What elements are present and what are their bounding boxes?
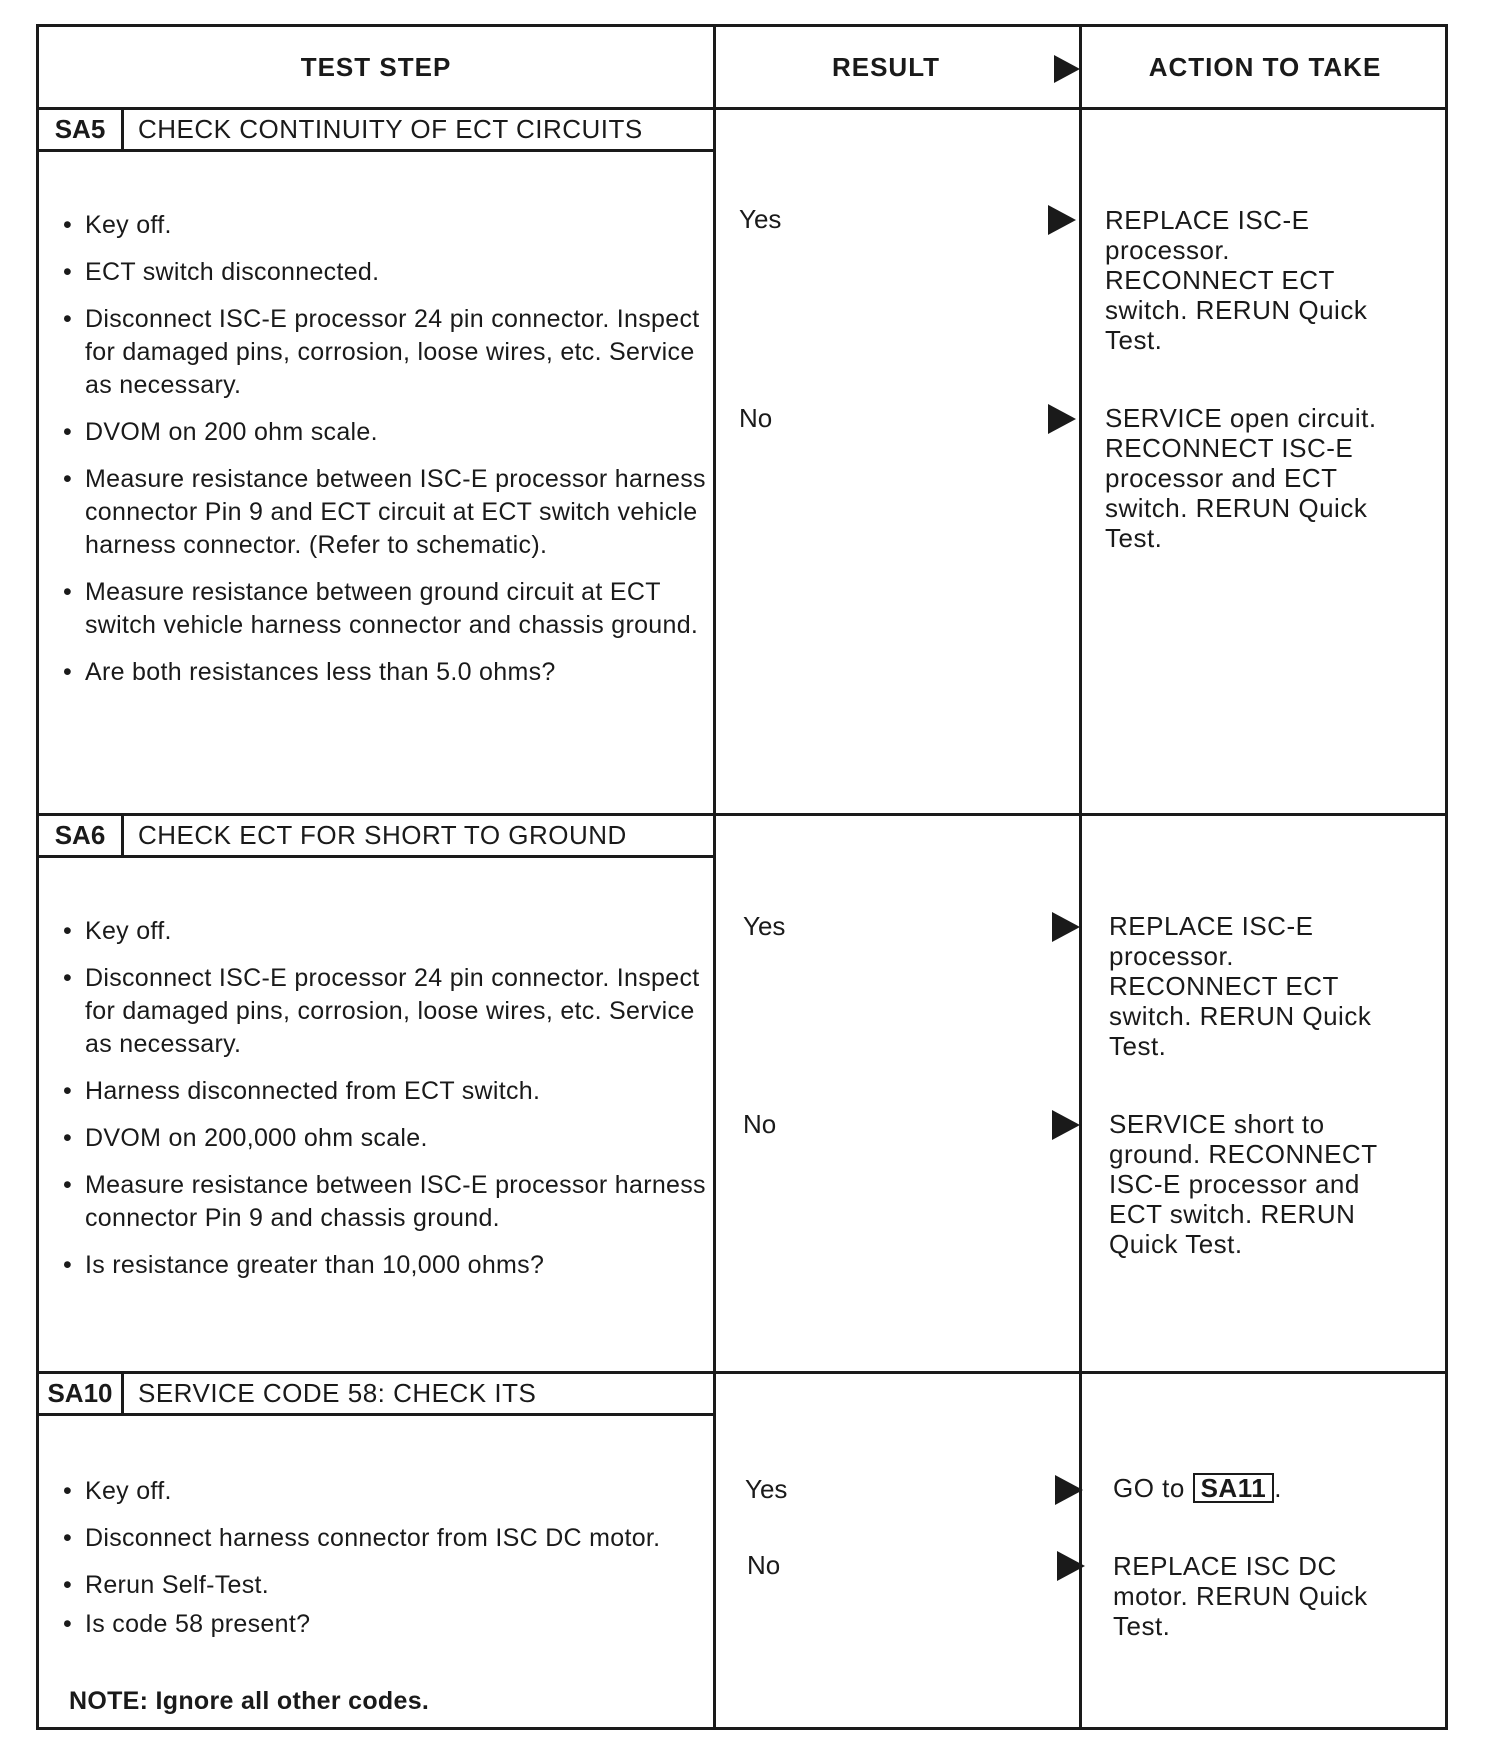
column-divider	[1079, 27, 1082, 1727]
step-list-sa6	[61, 915, 721, 1296]
step-item: • Are both resistances less than 5.0 ohms?	[61, 656, 721, 689]
step-item: • ECT switch disconnected.	[61, 256, 721, 289]
step-item: • Key off.	[61, 1475, 721, 1508]
action-text: REPLACE ISC-E processor. RECONNECT ECT switch. RERUN Quick Test.	[1105, 205, 1368, 355]
step-item: • Disconnect ISC-E processor 24 pin connector. Inspect for damaged pins, corrosion, loose wires, etc. Service as necessary.	[61, 303, 721, 402]
step-item: • Measure resistance between ground circuit at ECT switch vehicle harness connector and chassis ground.	[61, 576, 721, 642]
result-yes: Yes	[745, 1474, 788, 1504]
action-goto	[1113, 1473, 1403, 1503]
result-yes: Yes	[743, 911, 786, 941]
section-title-sa6	[39, 816, 713, 858]
step-item: • Measure resistance between ISC-E processor harness connector Pin 9 and chassis ground.	[61, 1169, 721, 1235]
diagnostic-table	[36, 24, 1448, 1730]
arrow-right-icon	[1048, 205, 1076, 235]
action-suffix: .	[1274, 1473, 1282, 1503]
arrow-right-icon	[1057, 1551, 1085, 1581]
arrow-right-icon	[1052, 912, 1080, 942]
step-item: • DVOM on 200 ohm scale.	[61, 416, 721, 449]
step-item: • Is code 58 present?	[61, 1608, 721, 1641]
step-item: • Disconnect harness connector from ISC DC motor.	[61, 1522, 721, 1555]
header-result: RESULT	[831, 51, 941, 82]
step-title: CHECK CONTINUITY OF ECT CIRCUITS	[138, 114, 643, 144]
action-prefix: GO to	[1113, 1473, 1185, 1503]
action-text: SERVICE open circuit. RECONNECT ISC-E processor and ECT switch. RERUN Quick Test.	[1105, 403, 1377, 553]
section-title-sa5	[39, 110, 713, 152]
step-item: • Rerun Self-Test.	[61, 1569, 721, 1602]
result-no: No	[747, 1550, 781, 1580]
result-no: No	[743, 1109, 777, 1139]
section-title-sa10	[39, 1374, 713, 1416]
step-list-sa10	[61, 1475, 721, 1645]
step-code: SA6	[39, 816, 124, 855]
action-text: SERVICE short to ground. RECONNECT ISC-E processor and ECT switch. RERUN Quick Test.	[1109, 1109, 1378, 1259]
arrow-right-icon	[1055, 1475, 1083, 1505]
result-no: No	[739, 403, 773, 433]
action-text: REPLACE ISC-E processor. RECONNECT ECT switch. RERUN Quick Test.	[1109, 911, 1372, 1061]
note-text: NOTE: Ignore all other codes.	[69, 1687, 430, 1715]
step-item: • Is resistance greater than 10,000 ohms?	[61, 1249, 721, 1282]
step-code: SA10	[39, 1374, 124, 1413]
step-reference-sa11[interactable]: SA11	[1193, 1473, 1275, 1503]
step-item: • Disconnect ISC-E processor 24 pin connector. Inspect for damaged pins, corrosion, loose wires, etc. Service as necessary.	[61, 962, 721, 1061]
step-code: SA5	[39, 110, 124, 149]
step-item: • Measure resistance between ISC-E processor harness connector Pin 9 and ECT circuit at ECT switch vehicle harness connector. (Refer to schematic).	[61, 463, 721, 562]
step-title: CHECK ECT FOR SHORT TO GROUND	[138, 820, 627, 850]
header-action: ACTION TO TAKE	[1148, 51, 1382, 82]
step-list-sa5	[61, 209, 721, 703]
step-item: • Key off.	[61, 209, 721, 242]
step-item: • Key off.	[61, 915, 721, 948]
step-item: • DVOM on 200,000 ohm scale.	[61, 1122, 721, 1155]
step-item: • Harness disconnected from ECT switch.	[61, 1075, 721, 1108]
arrow-right-icon	[1048, 404, 1076, 434]
header-test-step: TEST STEP	[300, 51, 452, 82]
result-yes: Yes	[739, 204, 782, 234]
action-text: REPLACE ISC DC motor. RERUN Quick Test.	[1113, 1551, 1368, 1641]
step-title: SERVICE CODE 58: CHECK ITS	[138, 1378, 537, 1408]
arrow-right-icon	[1052, 1110, 1080, 1140]
header-arrow-icon	[1054, 55, 1080, 83]
